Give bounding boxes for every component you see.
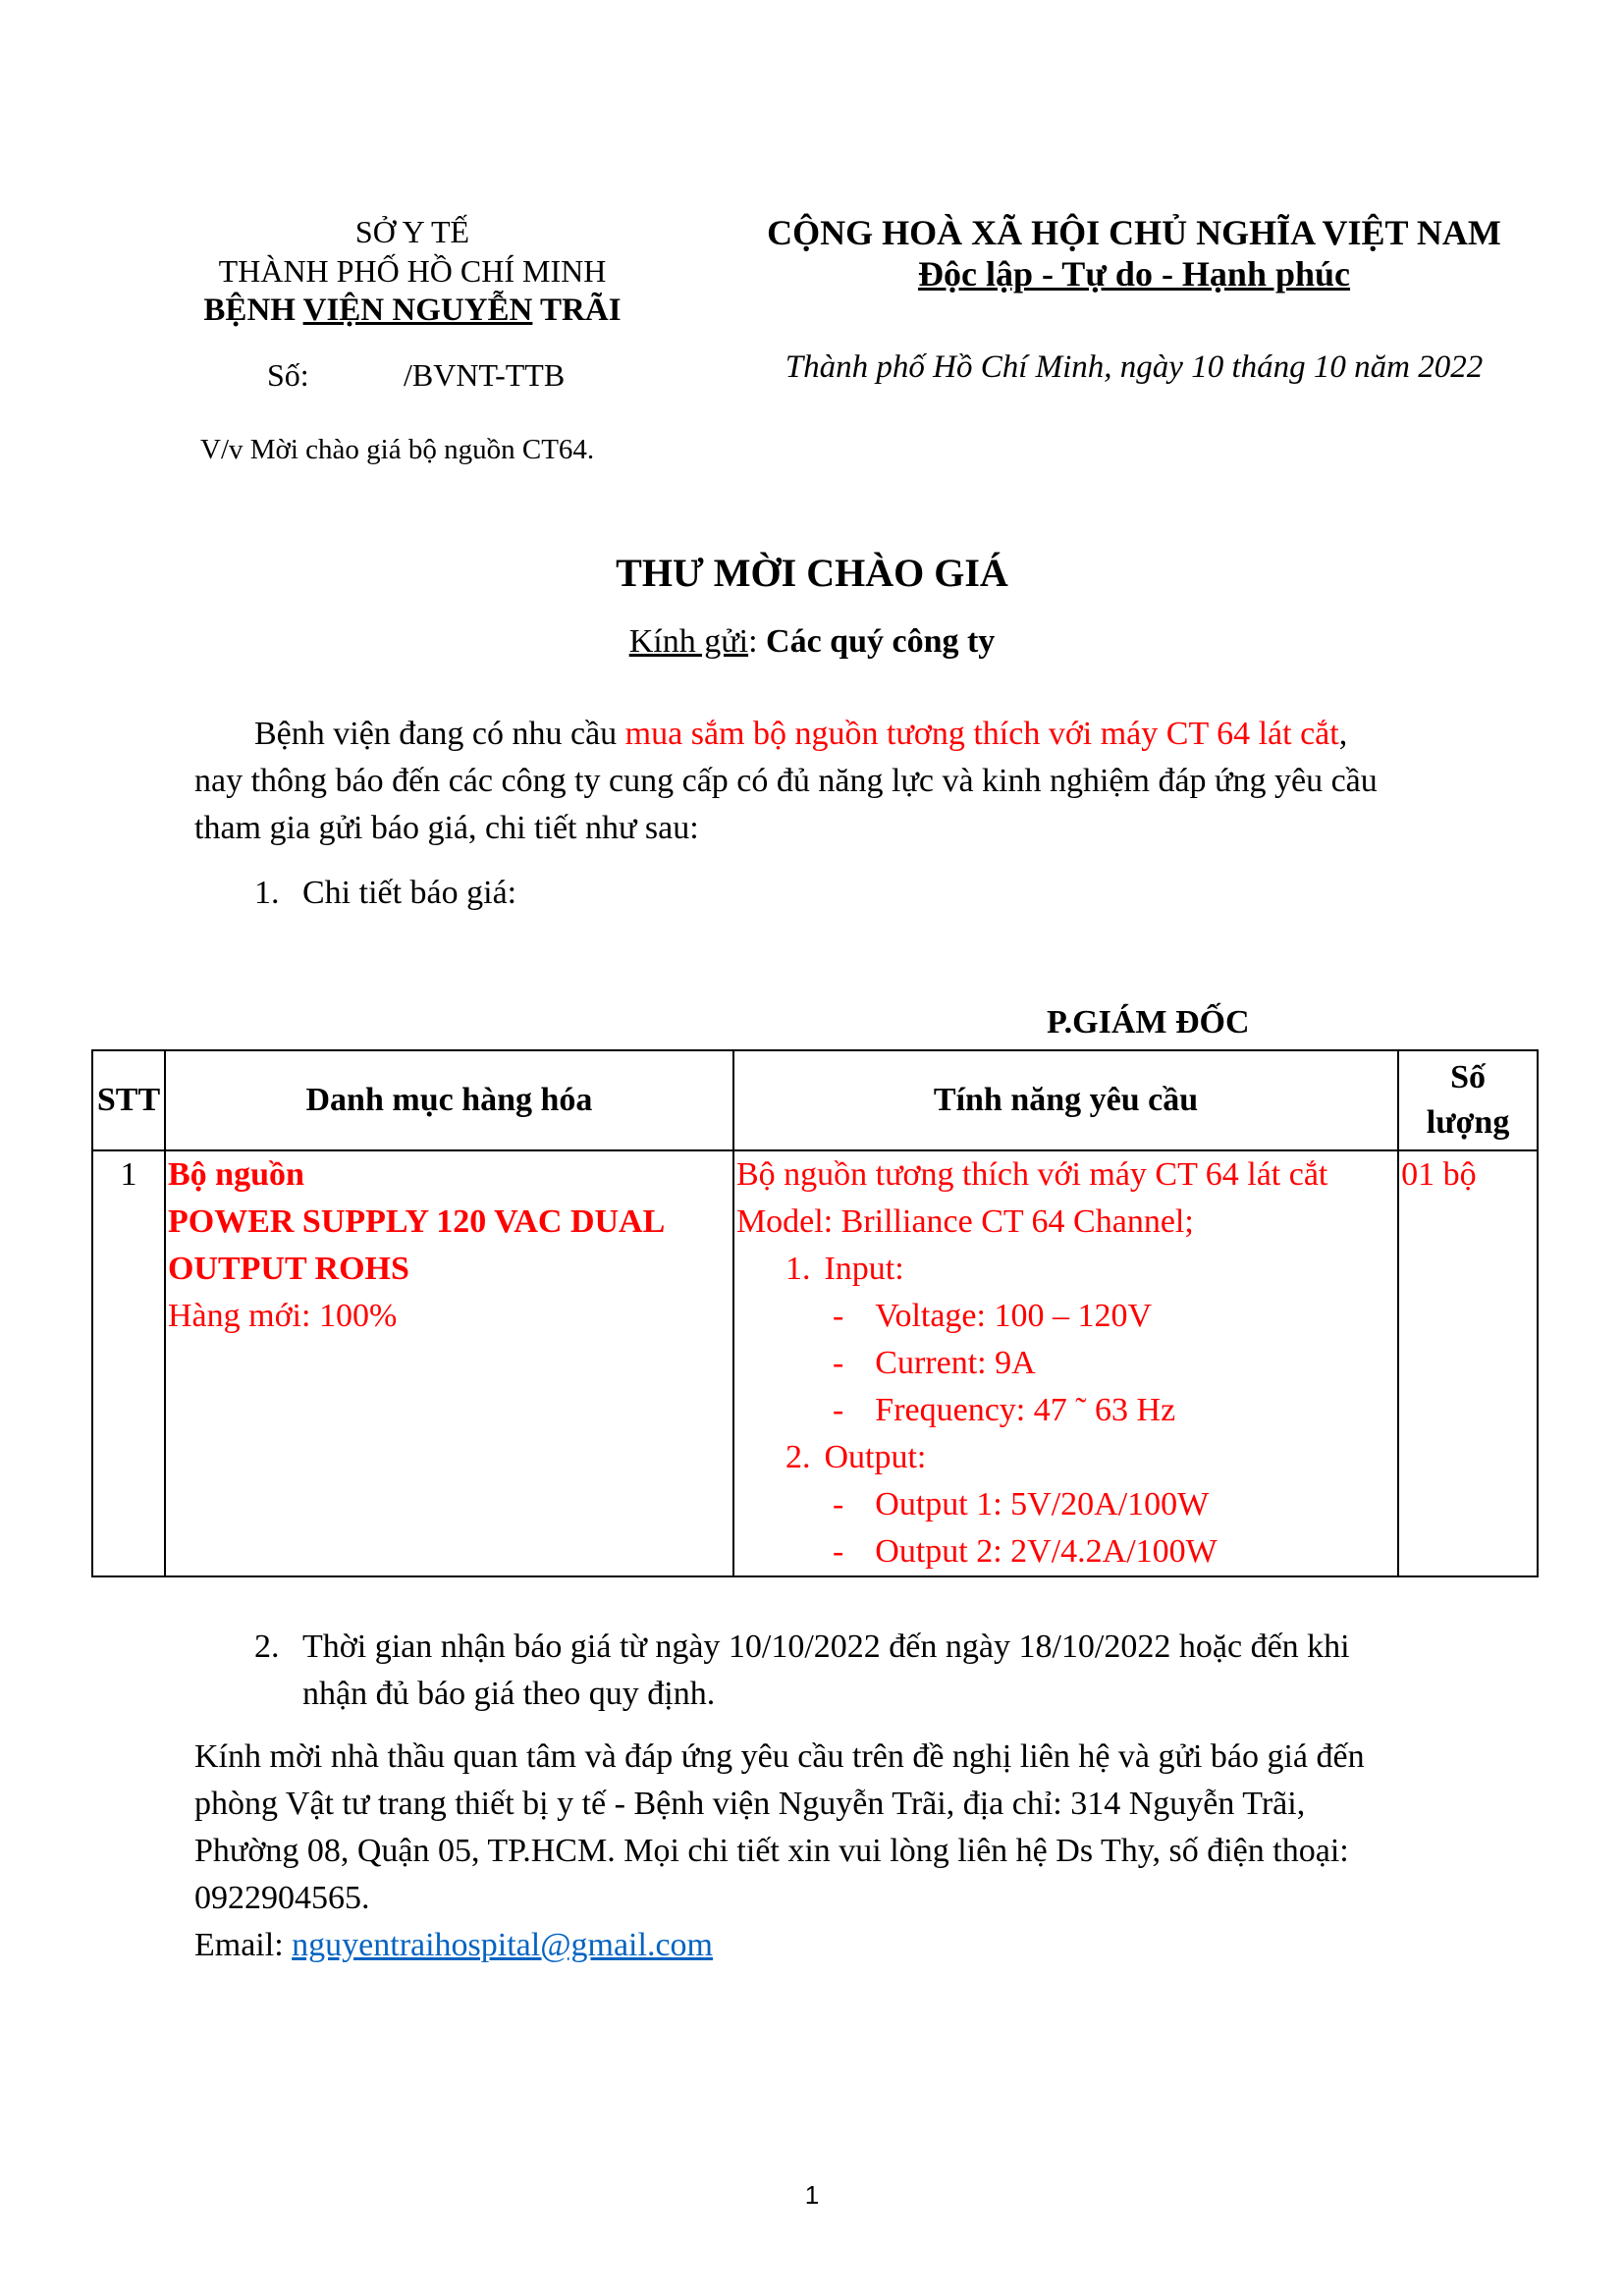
closing-line-2: phòng Vật tư trang thiết bị y tế - Bệnh viện Nguyễn Trãi, địa chỉ: 314 Nguyễn Trãi, <box>194 1786 1306 1822</box>
issuer-department: SỞ Y TẾ <box>354 214 470 249</box>
table-header-row <box>92 1050 1538 1150</box>
greeting-recipient: Các quý công ty <box>766 623 996 660</box>
col-header-qty-line2: lượng <box>1426 1104 1510 1141</box>
document-title: THƯ MỜI CHÀO GIÁ <box>616 551 1008 595</box>
col-header-qty-line1: Số <box>1450 1059 1486 1095</box>
input-number: 1. <box>785 1251 811 1287</box>
email-line <box>194 1926 713 1965</box>
list-dash: - <box>832 1392 844 1428</box>
greeting-line <box>0 622 1624 662</box>
nation-name: CỘNG HOÀ XÃ HỘI CHỦ NGHĨA VIỆT NAM <box>767 213 1501 252</box>
hospital-name-suffix: TRÃI <box>532 293 622 328</box>
closing-line-1: Kính mời nhà thầu quan tâm và đáp ứng yêu cầu trên đề nghị liên hệ và gửi báo giá đến <box>194 1738 1365 1775</box>
signature-title: P.GIÁM ĐỐC <box>1047 1004 1250 1041</box>
email-label: Email: <box>194 1927 293 1963</box>
list-dash: - <box>832 1486 844 1522</box>
output-spec-1 <box>736 1481 1395 1528</box>
feature-compatibility: Bộ nguồn tương thích với máy CT 64 lát cắt <box>735 1156 1328 1193</box>
output-label: Output: <box>824 1439 927 1475</box>
feature-model: Model: Brilliance CT 64 Channel; <box>735 1203 1194 1240</box>
hospital-name-underlined: VIỆN NGUYỄN <box>302 293 533 328</box>
output-heading <box>736 1434 1395 1481</box>
intro-line-1 <box>254 715 1347 754</box>
col-header-qty <box>1398 1050 1538 1150</box>
motto-text: Độc lập - Tự do - Hạnh phúc <box>917 254 1351 294</box>
issuer-city: THÀNH PHỐ HỒ CHÍ MINH <box>218 253 607 289</box>
spec-text: Current: 9A <box>875 1345 1036 1381</box>
spec-text: Frequency: 47 ˜ 63 Hz <box>875 1392 1176 1428</box>
intro-highlight: mua sắm bộ nguồn tương thích với máy CT 64 lát cắt <box>624 716 1339 752</box>
spec-text: Voltage: 100 – 120V <box>875 1298 1153 1334</box>
closing-line-4: 0922904565. <box>194 1880 370 1916</box>
issuer-hospital <box>157 291 668 330</box>
email-link[interactable]: nguyentraihospital@gmail.com <box>292 1927 713 1963</box>
greeting-label: Kính gửi <box>628 623 749 660</box>
cell-stt: 1 <box>92 1150 165 1576</box>
national-heading <box>717 212 1551 294</box>
document-number-value: /BVNT-TTB <box>404 357 566 393</box>
input-heading <box>736 1246 1395 1293</box>
item2-line-2: nhận đủ báo giá theo quy định. <box>302 1676 716 1712</box>
list-dash: - <box>832 1533 844 1570</box>
intro-line-2: nay thông báo đến các công ty cung cấp có đủ năng lực và kinh nghiệm đáp ứng yêu cầu <box>194 763 1378 799</box>
issuer-block <box>157 212 668 330</box>
hospital-name-prefix: BỆNH <box>203 293 303 328</box>
col-header-stt: STT <box>92 1050 165 1150</box>
input-spec-frequency <box>736 1387 1395 1434</box>
input-spec-voltage <box>736 1293 1395 1340</box>
col-header-features: Tính năng yêu cầu <box>733 1050 1398 1150</box>
spec-text: Output 1: 5V/20A/100W <box>875 1486 1210 1522</box>
output-spec-2 <box>736 1528 1395 1575</box>
item2-line-1: Thời gian nhận báo giá từ ngày 10/10/2022 đến ngày 18/10/2022 hoặc đến khi <box>302 1629 1350 1665</box>
greeting-colon: : <box>748 623 767 660</box>
closing-line-3: Phường 08, Quận 05, TP.HCM. Mọi chi tiết xin vui lòng liên hệ Ds Thy, số điện thoại: <box>194 1833 1349 1869</box>
cell-quantity: 01 bộ <box>1398 1150 1538 1576</box>
spec-text: Output 2: 2V/4.2A/100W <box>875 1533 1218 1570</box>
table-row <box>92 1150 1538 1576</box>
input-label: Input: <box>824 1251 904 1287</box>
item-title: Bộ nguồn <box>167 1156 304 1193</box>
price-request-table <box>91 1049 1539 1577</box>
list-dash: - <box>832 1298 844 1334</box>
intro-line-3: tham gia gửi báo giá, chi tiết như sau: <box>194 810 699 846</box>
col-header-name: Danh mục hàng hóa <box>165 1050 733 1150</box>
cell-item-name <box>165 1150 733 1576</box>
cell-features <box>733 1150 1398 1576</box>
item1-text: Chi tiết báo giá: <box>302 875 517 911</box>
subject-line: V/v Mời chào giá bộ nguồn CT64. <box>200 434 595 465</box>
item2-number: 2. <box>254 1629 280 1665</box>
output-number: 2. <box>785 1439 811 1475</box>
national-motto <box>717 253 1551 294</box>
item-model: POWER SUPPLY 120 VAC DUAL OUTPUT ROHS <box>167 1203 664 1287</box>
document-number-label: Số: <box>267 357 309 393</box>
item-condition: Hàng mới: 100% <box>167 1298 398 1334</box>
intro-prefix: Bệnh viện đang có nhu cầu <box>254 716 625 752</box>
place-and-date: Thành phố Hồ Chí Minh, ngày 10 tháng 10 năm 2022 <box>785 349 1484 385</box>
list-dash: - <box>832 1345 844 1381</box>
page-number: 1 <box>804 2180 820 2210</box>
item1-number: 1. <box>254 875 280 911</box>
input-spec-current <box>736 1340 1395 1387</box>
intro-line1-end: , <box>1338 716 1348 752</box>
